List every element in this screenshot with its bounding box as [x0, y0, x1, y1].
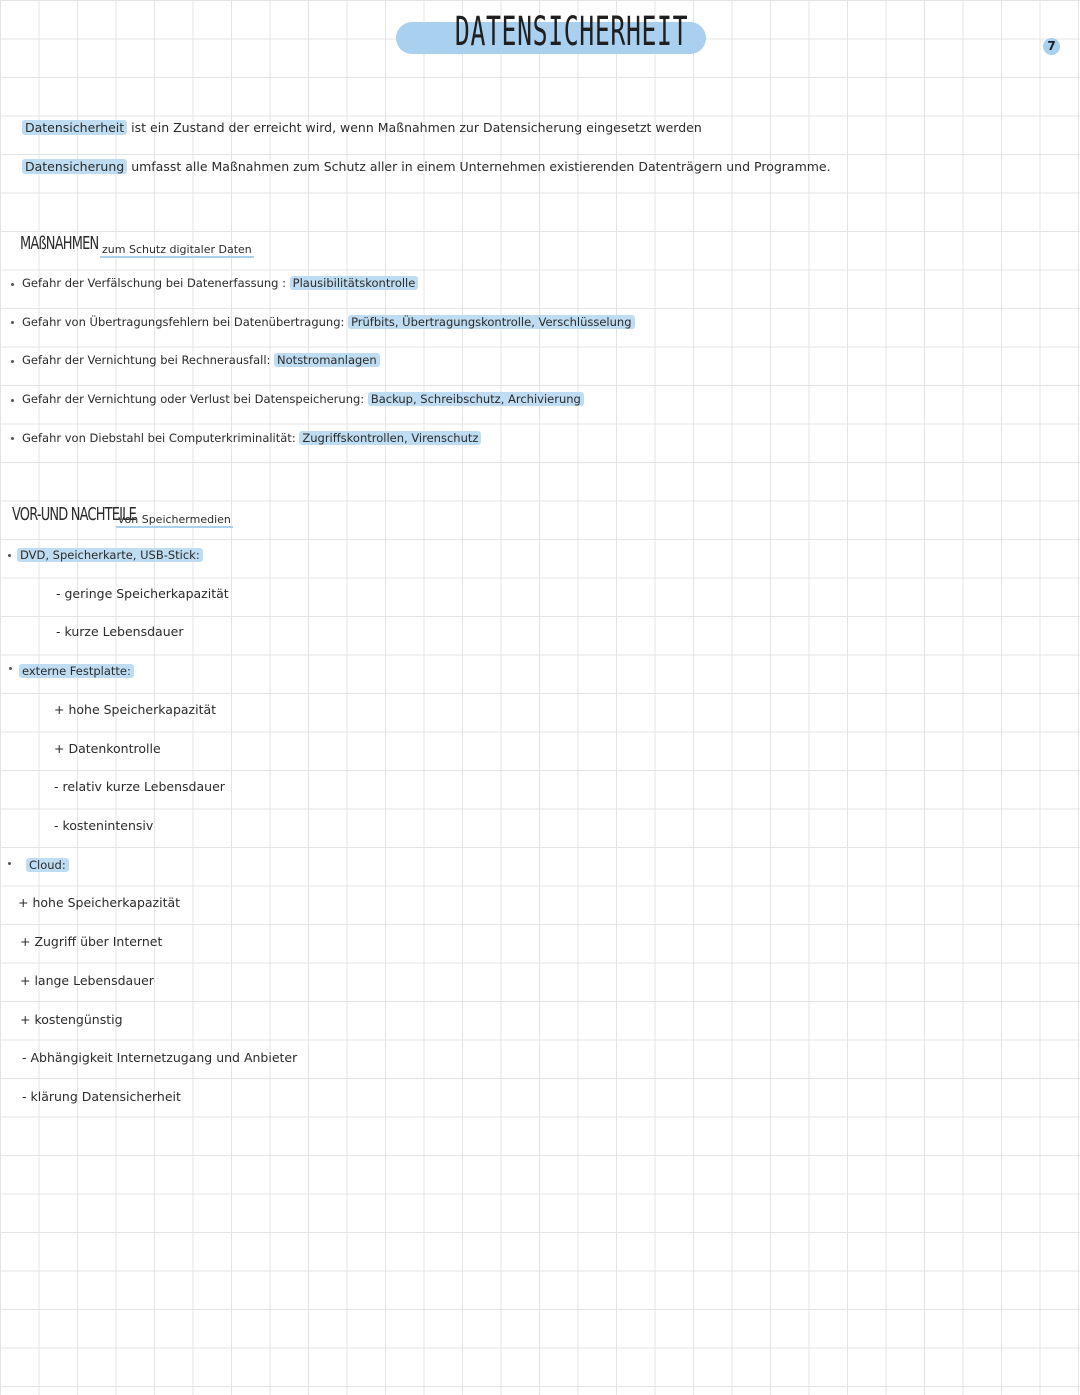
measure-item	[22, 312, 635, 332]
measure-solution: Zugriffskontrollen, Virenschutz	[299, 431, 481, 445]
term-datensicherung-ref: Datensicherung	[482, 120, 583, 135]
media-group-label	[17, 545, 203, 565]
measure-item	[22, 389, 584, 409]
intro-line-1-text: ist ein Zustand der erreicht wird, wenn Maßnahmen zur	[131, 120, 479, 135]
media-heading: VOR-UND NACHTEILE	[12, 504, 136, 525]
media-type-cloud: Cloud:	[26, 858, 69, 872]
measure-item	[22, 350, 380, 370]
bullet-dot	[11, 437, 14, 440]
media-point: - kostenintensiv	[54, 818, 154, 833]
measure-risk: Gefahr der Vernichtung bei Rechnerausfall:	[22, 353, 271, 367]
media-point: - relativ kurze Lebensdauer	[54, 779, 225, 794]
media-point: + hohe Speicherkapazität	[18, 895, 181, 910]
bullet-dot	[11, 399, 14, 402]
media-point: - geringe Speicherkapazität	[56, 586, 229, 601]
term-datensicherheit: Datensicherheit	[22, 120, 127, 135]
media-point: + hohe Speicherkapazität	[54, 702, 217, 717]
media-point: + Zugriff über Internet	[20, 934, 163, 949]
bullet-dot	[11, 321, 14, 324]
intro-line-2-text: umfasst alle Maßnahmen zum Schutz aller in einem Unternehmen existierenden Datenträgern und Programme.	[131, 159, 831, 174]
intro-line-1-end: eingesetzt werden	[586, 120, 702, 135]
measures-heading: MAßNAHMEN	[20, 233, 99, 254]
media-group-label	[19, 661, 134, 681]
term-datensicherung: Datensicherung	[22, 159, 127, 174]
measure-solution: Prüfbits, Übertragungskontrolle, Verschlüsselung	[348, 315, 634, 329]
measure-item	[22, 428, 481, 448]
media-point: + kostengünstig	[20, 1012, 123, 1027]
bullet-dot	[11, 360, 14, 363]
media-subheading-wrap	[116, 508, 233, 528]
page-title	[396, 8, 706, 56]
bullet-dot	[9, 667, 12, 670]
intro-line-1	[22, 118, 702, 138]
media-type-external-drive: externe Festplatte:	[19, 664, 134, 678]
media-point: - Abhängigkeit Internetzugang und Anbieter	[22, 1050, 298, 1065]
media-group-label	[26, 855, 69, 875]
measure-solution: Backup, Schreibschutz, Archivierung	[368, 392, 584, 406]
page-number: 7	[1043, 38, 1060, 55]
measure-risk: Gefahr von Diebstahl bei Computerkriminalität:	[22, 431, 296, 445]
bullet-dot	[8, 554, 11, 557]
media-point: + Datenkontrolle	[54, 741, 161, 756]
measure-risk: Gefahr von Übertragungsfehlern bei Datenübertragung:	[22, 315, 345, 329]
measures-subheading: zum Schutz digitaler Daten	[102, 243, 252, 256]
measure-item	[22, 273, 418, 293]
title-text: DATENSICHERHEIT	[454, 9, 689, 55]
intro-line-2	[22, 157, 831, 177]
media-point: - kurze Lebensdauer	[56, 624, 184, 639]
measures-subheading-wrap	[100, 238, 254, 258]
media-point: - klärung Datensicherheit	[22, 1089, 181, 1104]
bullet-dot	[11, 283, 14, 286]
measure-solution: Notstromanlagen	[274, 353, 380, 367]
bullet-dot	[8, 862, 11, 865]
measure-risk: Gefahr der Verfälschung bei Datenerfassung :	[22, 276, 287, 290]
media-type-dvd-usb: DVD, Speicherkarte, USB-Stick:	[17, 548, 203, 562]
media-point: + lange Lebensdauer	[20, 973, 154, 988]
measure-risk: Gefahr der Vernichtung oder Verlust bei Datenspeicherung:	[22, 392, 365, 406]
media-subheading: von Speichermedien	[118, 513, 231, 526]
measure-solution: Plausibilitätskontrolle	[290, 276, 419, 290]
